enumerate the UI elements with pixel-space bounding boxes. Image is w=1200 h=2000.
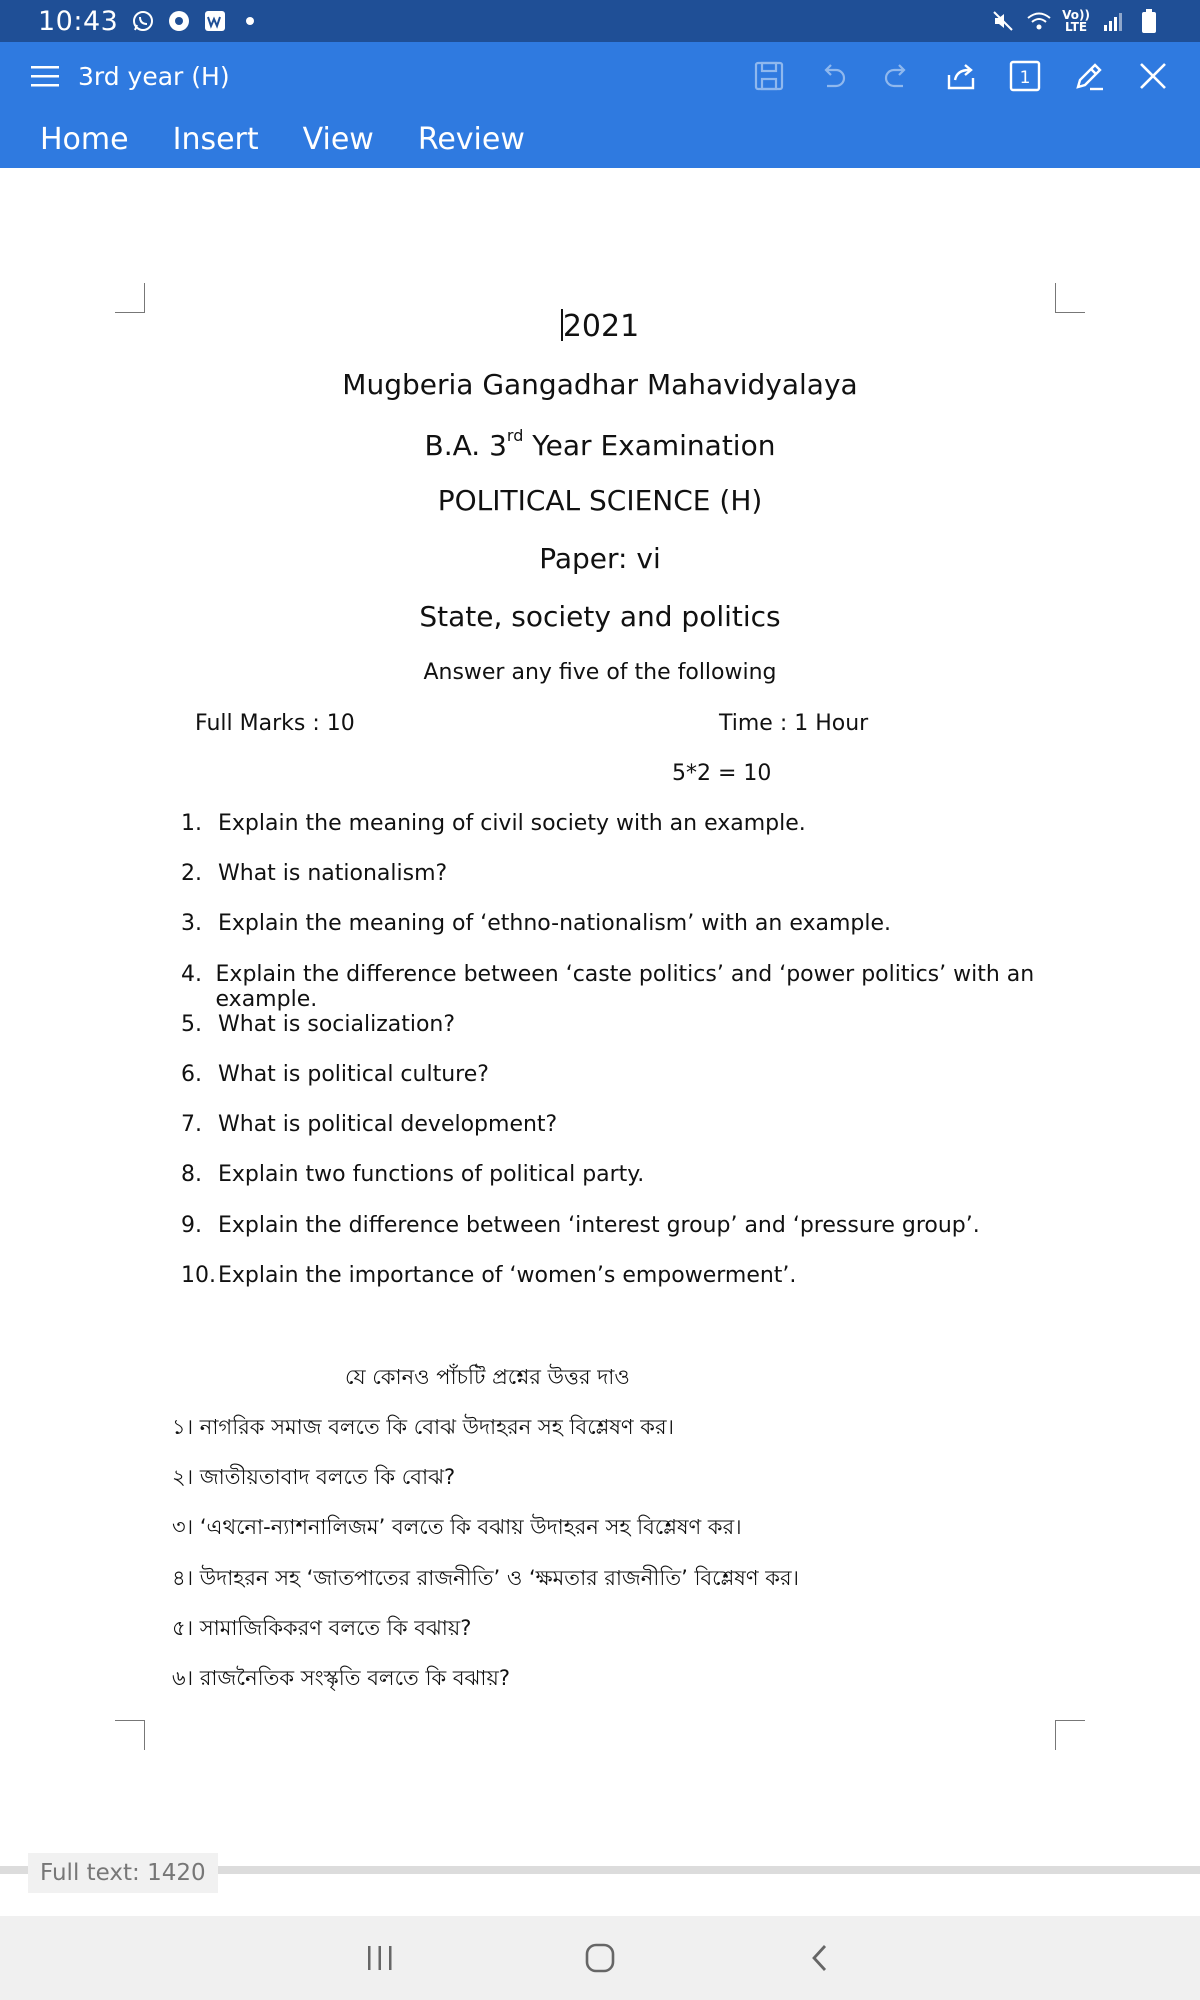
bengali-question-item[interactable]: ৩। ‘এথনো-ন্যাশনালিজম’ বলতে কি বঝায় উদাহরন সহ বিশ্লেষণ কর। xyxy=(172,1515,742,1540)
question-number: 9. xyxy=(181,1212,202,1238)
toolbar xyxy=(752,59,1170,93)
system-icons xyxy=(990,8,1162,34)
instruction-text[interactable]: Answer any five of the following xyxy=(423,660,777,685)
tab-insert[interactable]: Insert xyxy=(172,121,259,157)
margin-corner-bottom-left xyxy=(115,1720,145,1750)
word-count-badge[interactable]: Full text: 1420 xyxy=(28,1853,218,1893)
question-text: What is socialization? xyxy=(218,1011,456,1037)
home-icon[interactable] xyxy=(580,1938,620,1978)
page-count-label: 1 xyxy=(1019,68,1031,88)
question-list xyxy=(181,811,1081,1313)
app-bar xyxy=(0,42,1200,168)
exam-year[interactable] xyxy=(0,309,1200,344)
question-item[interactable] xyxy=(181,1062,1081,1112)
question-item[interactable] xyxy=(181,911,1081,961)
college-name[interactable]: Mugberia Gangadhar Mahavidyalaya xyxy=(342,368,858,401)
question-item[interactable] xyxy=(181,1263,1081,1313)
paper-topic[interactable]: State, society and politics xyxy=(419,600,781,633)
ribbon-tabs xyxy=(0,110,1200,168)
mute-icon xyxy=(990,8,1016,34)
close-icon[interactable] xyxy=(1136,59,1170,93)
question-item[interactable] xyxy=(181,1162,1081,1212)
redo-icon[interactable] xyxy=(880,59,914,93)
exam-title-sup: rd xyxy=(506,426,524,445)
question-text: What is nationalism? xyxy=(218,861,448,887)
more-notifications-dot xyxy=(246,17,254,25)
question-text: Explain two functions of political party. xyxy=(218,1162,645,1188)
full-marks[interactable]: Full Marks : 10 xyxy=(195,711,355,736)
status-bar xyxy=(0,0,1200,42)
question-text: Explain the meaning of ‘ethno-nationalism’ with an example. xyxy=(218,911,891,937)
lte-label: LTE xyxy=(1065,20,1088,34)
bengali-instruction[interactable]: যে কোনও পাঁচটি প্রশ্নের উত্তর দাও xyxy=(345,1365,630,1389)
question-item[interactable] xyxy=(181,1112,1081,1162)
paper-label[interactable]: Paper: vi xyxy=(539,542,661,575)
margin-corner-bottom-right xyxy=(1055,1720,1085,1750)
wps-office-icon xyxy=(202,8,228,34)
tab-home[interactable]: Home xyxy=(40,121,129,157)
bengali-question-item[interactable]: ৬। রাজনৈতিক সংস্কৃতি বলতে কি বঝায়? xyxy=(172,1665,511,1690)
marks-formula[interactable]: 5*2 = 10 xyxy=(672,761,772,786)
exam-title-prefix: B.A. 3 xyxy=(424,429,507,462)
question-number: 6. xyxy=(181,1061,202,1087)
volte-label: Vo)) xyxy=(1062,8,1090,22)
subject-title[interactable]: POLITICAL SCIENCE (H) xyxy=(437,484,763,517)
status-time: 10:43 xyxy=(38,5,119,37)
volte-lte-label xyxy=(1062,9,1090,33)
exam-time[interactable]: Time : 1 Hour xyxy=(719,711,869,736)
question-item[interactable] xyxy=(181,962,1081,1012)
question-number: 7. xyxy=(181,1112,202,1138)
save-icon[interactable] xyxy=(752,59,786,93)
battery-icon xyxy=(1136,8,1162,34)
question-text: What is political culture? xyxy=(218,1061,489,1087)
question-text: Explain the difference between ‘interest group’ and ‘pressure group’. xyxy=(218,1212,980,1238)
bengali-question-list xyxy=(172,1411,1072,1712)
question-text: Explain the difference between ‘caste politics’ and ‘power politics’ with an example. xyxy=(215,961,1035,1012)
tab-view[interactable]: View xyxy=(302,121,374,157)
document-title[interactable]: 3rd year (H) xyxy=(78,61,230,91)
recent-apps-icon[interactable] xyxy=(360,1938,400,1978)
share-icon[interactable] xyxy=(944,59,978,93)
whatsapp-icon xyxy=(130,8,156,34)
wifi-icon xyxy=(1026,8,1052,34)
bengali-question-item[interactable]: ১। নাগরিক সমাজ বলতে কি বোঝ উদাহরন সহ বিশ্লেষণ কর। xyxy=(172,1415,675,1439)
question-number: 5. xyxy=(181,1011,202,1037)
tab-review[interactable]: Review xyxy=(417,121,525,157)
question-item[interactable] xyxy=(181,811,1081,861)
back-icon[interactable] xyxy=(800,1938,840,1978)
question-number: 4. xyxy=(181,961,202,987)
question-number: 3. xyxy=(181,911,202,937)
exam-title-suffix: Year Examination xyxy=(523,429,776,462)
question-item[interactable] xyxy=(181,861,1081,911)
signal-icon xyxy=(1100,8,1126,34)
bengali-question-item[interactable]: ৪। উদাহরন সহ ‘জাতপাতের রাজনীতি’ ও ‘ক্ষমতার রাজনীতি’ বিশ্লেষণ কর। xyxy=(172,1565,800,1590)
document-canvas[interactable] xyxy=(0,168,1200,1916)
bengali-question-item[interactable]: ২। জাতীয়তাবাদ বলতে কি বোঝ? xyxy=(172,1465,456,1490)
question-item[interactable] xyxy=(181,1213,1081,1263)
question-number: 10. xyxy=(181,1262,216,1288)
undo-icon[interactable] xyxy=(816,59,850,93)
edit-pencil-icon[interactable] xyxy=(1072,59,1106,93)
system-nav-bar xyxy=(0,1916,1200,2000)
page-count-icon[interactable] xyxy=(1008,59,1042,93)
title-row xyxy=(0,42,1200,110)
exam-title[interactable] xyxy=(0,426,1200,462)
question-item[interactable] xyxy=(181,1012,1081,1062)
question-number: 8. xyxy=(181,1162,202,1188)
notification-icons xyxy=(130,8,254,34)
question-text: Explain the meaning of civil society with an example. xyxy=(218,811,806,836)
bengali-question-item[interactable]: ৫। সামাজিকিকরণ বলতে কি বঝায়? xyxy=(172,1615,472,1640)
question-text: What is political development? xyxy=(218,1112,558,1138)
question-number: 1. xyxy=(181,811,202,836)
question-number: 2. xyxy=(181,861,202,887)
app-notification-icon xyxy=(166,8,192,34)
exam-year-text: 2021 xyxy=(562,309,640,344)
hamburger-menu-icon[interactable] xyxy=(30,61,60,91)
question-text: Explain the importance of ‘women’s empowerment’. xyxy=(218,1262,797,1288)
